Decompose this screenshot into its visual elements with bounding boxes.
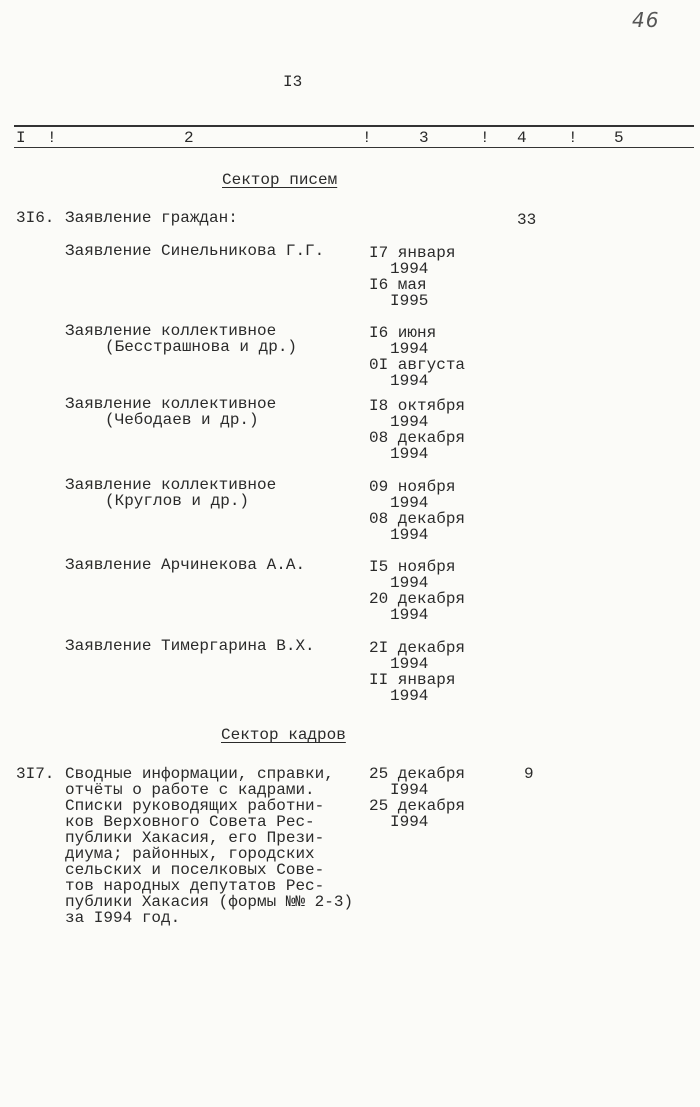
column-header-1: I bbox=[16, 129, 26, 147]
list-item bbox=[65, 396, 276, 428]
end-date: 08 декабря bbox=[369, 429, 466, 447]
list-item bbox=[65, 243, 324, 259]
header-top-rule bbox=[14, 125, 694, 127]
date-range bbox=[369, 640, 465, 704]
column-header-2: 2 bbox=[184, 129, 194, 147]
section-title-personnel: Сектор кадров bbox=[221, 726, 346, 744]
end-date: 0I августа bbox=[369, 356, 466, 374]
end-date: II января bbox=[369, 671, 456, 689]
start-year: 1994 bbox=[390, 340, 429, 358]
end-year: I994 bbox=[390, 813, 429, 831]
start-year: 1994 bbox=[390, 413, 429, 431]
sheet-count: 33 bbox=[517, 211, 537, 229]
document-name-detail: (Круглов и др.) bbox=[105, 492, 250, 510]
end-year: 1994 bbox=[390, 372, 429, 390]
start-year: 1994 bbox=[390, 494, 429, 512]
date-range bbox=[369, 245, 455, 309]
end-date: 08 декабря bbox=[369, 510, 466, 528]
sheet-count: 9 bbox=[524, 765, 534, 783]
description-line: публики Хакасия (формы №№ 2-3) bbox=[65, 893, 354, 911]
document-name-detail: (Чебодаев и др.) bbox=[105, 411, 259, 429]
list-item bbox=[65, 638, 315, 654]
document-name: Заявление Синельникова Г.Г. bbox=[65, 242, 325, 260]
document-name-detail: (Бесстрашнова и др.) bbox=[105, 338, 298, 356]
start-date: I6 июня bbox=[369, 324, 437, 342]
entry-title: Заявление граждан: bbox=[65, 209, 238, 227]
date-range bbox=[369, 559, 465, 623]
entry-number: 3I7. bbox=[16, 765, 55, 783]
archive-page-number: 46 bbox=[632, 8, 660, 32]
description-line: отчёты о работе с кадрами. bbox=[65, 781, 315, 799]
column-separator: ! bbox=[47, 129, 57, 147]
list-item bbox=[65, 477, 276, 509]
description-line: Сводные информации, справки, bbox=[65, 765, 334, 783]
start-year: 1994 bbox=[390, 260, 429, 278]
end-date: 25 декабря bbox=[369, 797, 466, 815]
description-line: за I994 год. bbox=[65, 909, 181, 927]
column-header-3: 3 bbox=[419, 129, 429, 147]
start-date: 2I декабря bbox=[369, 639, 466, 657]
start-date: I8 октября bbox=[369, 397, 466, 415]
start-date: 25 декабря bbox=[369, 765, 466, 783]
end-date: 20 декабря bbox=[369, 590, 466, 608]
column-separator: ! bbox=[568, 129, 578, 147]
entry-description bbox=[65, 766, 353, 926]
end-year: 1994 bbox=[390, 606, 429, 624]
page-title: I3 bbox=[283, 73, 303, 91]
description-line: публики Хакасия, его Прези- bbox=[65, 829, 325, 847]
date-range bbox=[369, 766, 465, 830]
start-year: I994 bbox=[390, 781, 429, 799]
start-year: 1994 bbox=[390, 574, 429, 592]
document-name: Заявление коллективное bbox=[65, 476, 277, 494]
date-range bbox=[369, 398, 465, 462]
document-name: Заявление Арчинекова А.А. bbox=[65, 556, 306, 574]
end-year: 1994 bbox=[390, 445, 429, 463]
date-range bbox=[369, 325, 465, 389]
list-item bbox=[65, 323, 297, 355]
description-line: ков Верховного Совета Рес- bbox=[65, 813, 315, 831]
section-title-letters: Сектор писем bbox=[222, 171, 338, 189]
list-item bbox=[65, 557, 305, 573]
date-range bbox=[369, 479, 465, 543]
column-separator: ! bbox=[362, 129, 372, 147]
description-line: Списки руководящих работни- bbox=[65, 797, 325, 815]
entry-number: 3I6. bbox=[16, 209, 55, 227]
document-name: Заявление Тимергарина В.Х. bbox=[65, 637, 315, 655]
document-name: Заявление коллективное bbox=[65, 322, 277, 340]
description-line: тов народных депутатов Рес- bbox=[65, 877, 325, 895]
start-year: 1994 bbox=[390, 655, 429, 673]
end-year: 1994 bbox=[390, 526, 429, 544]
start-date: I7 января bbox=[369, 244, 456, 262]
start-date: 09 ноября bbox=[369, 478, 456, 496]
column-separator: ! bbox=[480, 129, 490, 147]
column-header-4: 4 bbox=[517, 129, 527, 147]
end-year: 1994 bbox=[390, 687, 429, 705]
document-name: Заявление коллективное bbox=[65, 395, 277, 413]
column-header-5: 5 bbox=[614, 129, 624, 147]
description-line: сельских и поселковых Сове- bbox=[65, 861, 325, 879]
end-date: I6 мая bbox=[369, 276, 427, 294]
header-bottom-rule bbox=[14, 147, 694, 148]
description-line: диума; районных, городских bbox=[65, 845, 315, 863]
end-year: I995 bbox=[390, 292, 429, 310]
start-date: I5 ноября bbox=[369, 558, 456, 576]
